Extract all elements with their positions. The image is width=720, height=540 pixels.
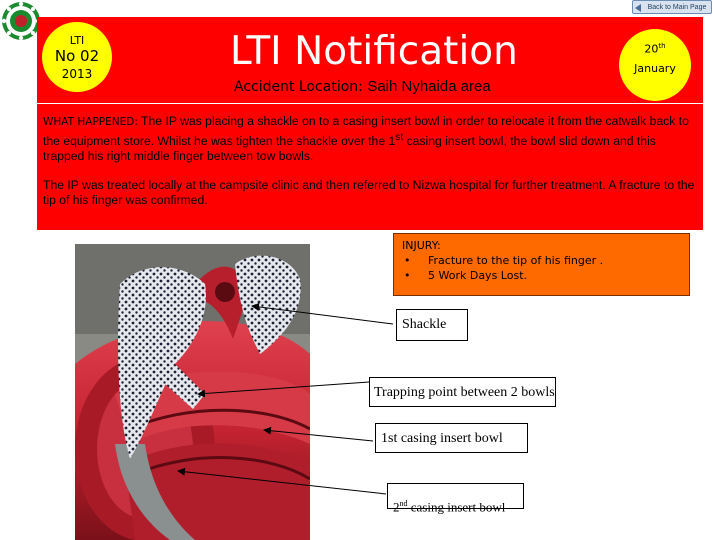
arrow-first-bowl — [264, 430, 373, 441]
callout-second-text: casing insert bowl — [407, 499, 506, 515]
date-day: 20 — [644, 42, 659, 56]
location-value: Saih Nyhaida area — [367, 78, 491, 95]
date-month: January — [634, 62, 676, 75]
location-label: Accident Location: — [234, 79, 363, 95]
arrow-shackle — [252, 306, 393, 324]
badge-line-1: LTI — [69, 34, 85, 47]
badge-line-3: 2013 — [61, 67, 93, 81]
ordinal-sup: st — [395, 132, 404, 143]
callout-trapping-label: Trapping point between 2 bowls — [374, 385, 555, 400]
back-button-label: Back to Main Page — [647, 4, 707, 11]
arrow-trapping-point — [198, 382, 369, 394]
callout-first-bowl-label: 1st casing insert bowl — [381, 431, 503, 446]
badge-line-2: No 02 — [54, 47, 100, 65]
callout-second-num: 2 — [393, 499, 400, 515]
callout-shackle-label: Shackle — [402, 317, 447, 332]
callout-second-sup: nd — [399, 499, 408, 508]
date-suffix: th — [658, 42, 666, 50]
treatment-paragraph: The IP was treated locally at the campsite clinic and then referred to Nizwa hospital for further treatment. A fracture to the tip of his finger was confirmed. — [43, 178, 695, 208]
what-happened-text-end: casing insert bowl, the bowl slid down and this trapped his right middle finger between tow bowls. — [43, 134, 656, 164]
what-happened-text: The IP was placing a shackle on to a casing insert bowl in order to relocate it from the catwalk back to the equipment store. Whilst he was tighten the shackle over the 1 — [43, 114, 689, 149]
what-happened-label: WHAT HAPPENED: — [43, 116, 138, 128]
injury-item: • 5 Work Days Lost. — [402, 268, 681, 283]
injury-item: • Fracture to the tip of his finger . — [402, 253, 681, 268]
page-title: LTI Notification — [230, 29, 518, 74]
arrow-second-bowl — [178, 471, 386, 494]
injury-title: INJURY: — [402, 239, 441, 252]
